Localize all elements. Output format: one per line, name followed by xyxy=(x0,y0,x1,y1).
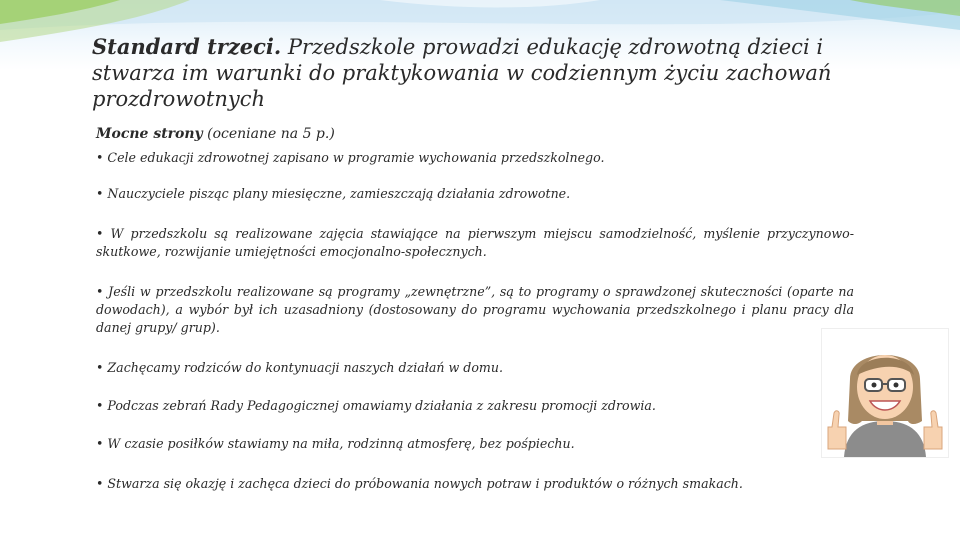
bullet-item: • Podczas zebrań Rady Pedagogicznej omawiamy działania z zakresu promocji zdrowia. xyxy=(96,398,656,413)
section-subheading xyxy=(96,126,335,142)
bullet-item: • Nauczyciele pisząc plany miesięczne, zamieszczają działania zdrowotne. xyxy=(96,186,571,201)
title-lead: Standard trzeci. xyxy=(92,34,282,59)
bullet-item: • Cele edukacji zdrowotnej zapisano w programie wychowania przedszkolnego. xyxy=(96,150,605,165)
bullet-item: • W przedszkolu są realizowane zajęcia stawiające na pierwszym miejscu samodzielność, myślenie przyczynowo-skutkowe, rozwijanie umiejętności emocjonalno-społecznych. xyxy=(96,226,854,259)
slide-title xyxy=(92,34,872,112)
subheading-rest: (oceniane na 5 p.) xyxy=(202,126,335,142)
bullet-item: • Zachęcamy rodziców do kontynuacji naszych działań w domu. xyxy=(96,360,503,375)
avatar xyxy=(821,328,949,458)
title-rest: Przedszkole prowadzi edukację zdrowotną dzieci i stwarza im warunki do praktykowania w codziennym życiu zachowań prozdrowotnych xyxy=(92,35,832,111)
subheading-bold: Mocne strony xyxy=(96,126,203,142)
bullet-item: • Stwarza się okazję i zachęca dzieci do próbowania nowych potraw i produktów o różnych smakach. xyxy=(96,476,743,491)
bullet-item: • W czasie posiłków stawiamy na miła, rodzinną atmosferę, bez pośpiechu. xyxy=(96,436,575,451)
bullet-item: • Jeśli w przedszkolu realizowane są programy „zewnętrzne”, są to programy o sprawdzonej skuteczności (oparte na dowodach), a wybór był ich uzasadniony (dostosowany do programu wychowania przedszkolnego i planu pracy dla danej grupy/ grup). xyxy=(96,284,854,335)
thumbs-up-avatar-icon xyxy=(822,329,948,457)
